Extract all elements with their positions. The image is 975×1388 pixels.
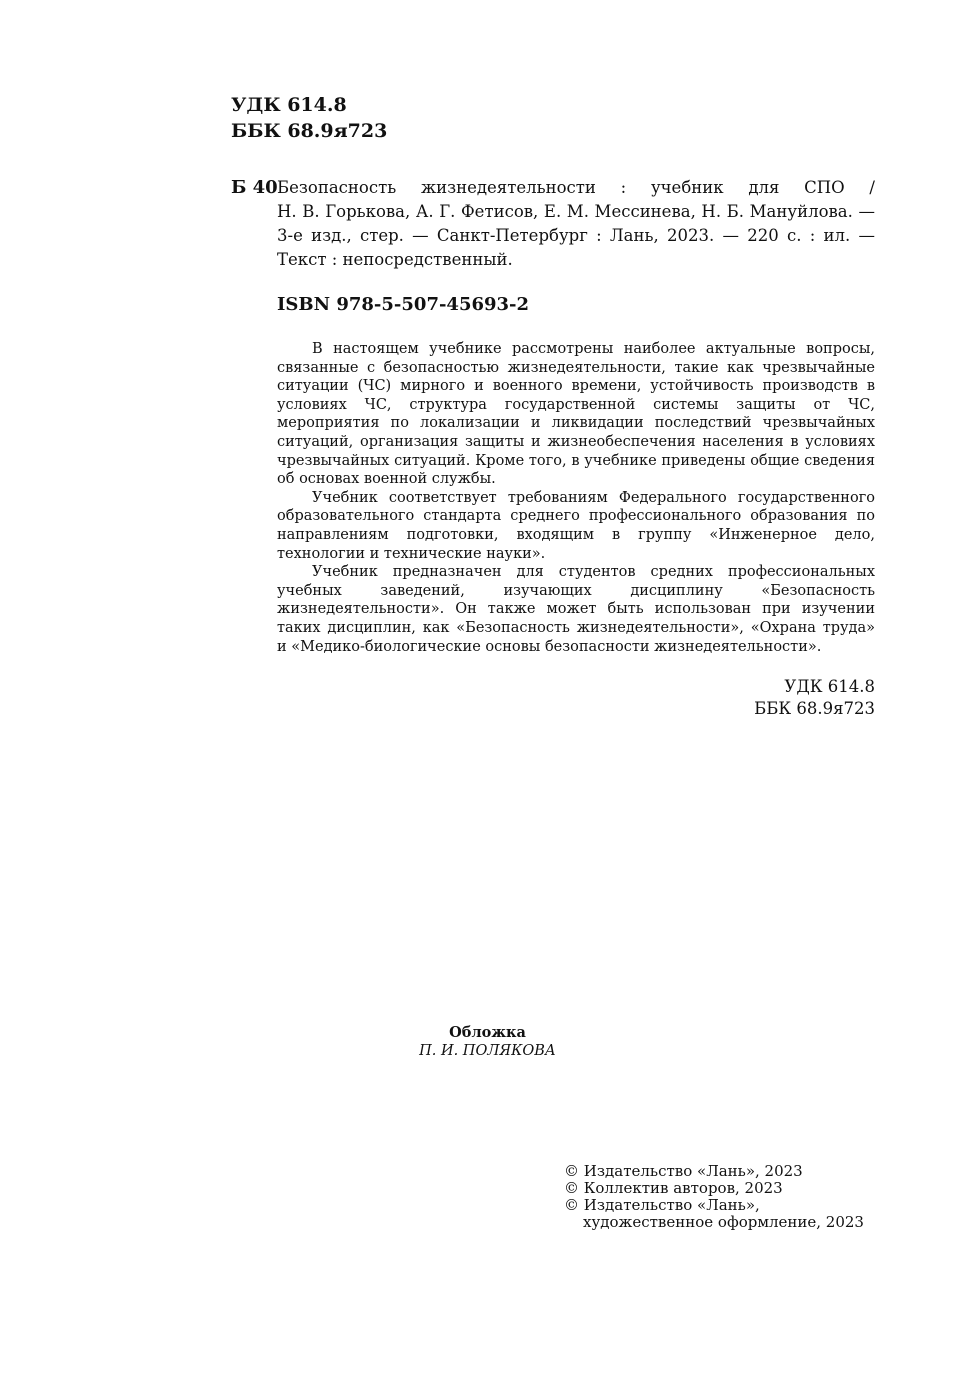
abstract: [277, 340, 875, 656]
udk-code: УДК 614.8: [231, 94, 347, 116]
classification-codes-top: [231, 92, 387, 144]
cover-designer: П. И. ПОЛЯКОВА: [419, 1043, 556, 1059]
copyright-line: художественное оформление, 2023: [583, 1213, 864, 1231]
bibliographic-line-authors: Н. В. Горькова, А. Г. Фетисов, Е. М. Мессинева, Н. Б. Мануйлова. —: [277, 202, 875, 221]
bibliographic-record: [277, 176, 875, 272]
bibliographic-line-edition: 3-е изд., стер. — Санкт-Петербург : Лань, 2023. — 220 с. : ил. —: [277, 226, 875, 245]
isbn: ISBN 978-5-507-45693-2: [277, 294, 530, 315]
bibliographic-line-title: Безопасность жизнедеятельности : учебник для СПО /: [277, 178, 875, 197]
bibliographic-line-format: Текст : непосредственный.: [277, 250, 513, 269]
abstract-paragraph: Учебник соответствует требованиям Федерального государственного образовательного стандарта среднего профессионального образования по направлениям подготовки, входящим в группу «Инженерное дело, технологии и технические науки».: [277, 489, 875, 562]
abstract-paragraph: Учебник предназначен для студентов средних профессиональных учебных заведений, изучающих дисциплину «Безопасность жизнедеятельности». Он также может быть использован при изучении таких дисциплин, как «Безопасность жизнедеятельности», «Охрана труда» и «Медико-биологические основы безопасности жизнедеятельности».: [277, 564, 875, 655]
copyright-line: © Коллектив авторов, 2023: [564, 1179, 783, 1197]
classification-codes-bottom: [754, 676, 875, 720]
cover-credit: [0, 1024, 975, 1060]
bbk-code: ББК 68.9я723: [231, 120, 388, 142]
copyright-line: © Издательство «Лань», 2023: [564, 1162, 803, 1180]
abstract-paragraph: В настоящем учебнике рассмотрены наиболее актуальные вопросы, связанные с безопасностью жизнедеятельности, такие как чрезвычайные ситуации (ЧС) мирного и военного времени, устойчивость производств в условиях ЧС, структура государственной системы защиты от ЧС, мероприятия по локализации и ликвидации последствий чрезвычайных ситуаций, организация защиты и жизнеобеспечения населения в условиях чрезвычайных ситуаций. Кроме того, в учебнике приведены общие сведения об основах военной службы.: [277, 341, 875, 488]
udk-code: УДК 614.8: [784, 677, 875, 696]
cover-label: Обложка: [449, 1024, 526, 1041]
copyright-line: © Издательство «Лань»,: [564, 1196, 760, 1214]
copyright-block: [564, 1163, 864, 1231]
author-mark: Б 40: [231, 177, 278, 198]
bbk-code: ББК 68.9я723: [754, 699, 875, 718]
